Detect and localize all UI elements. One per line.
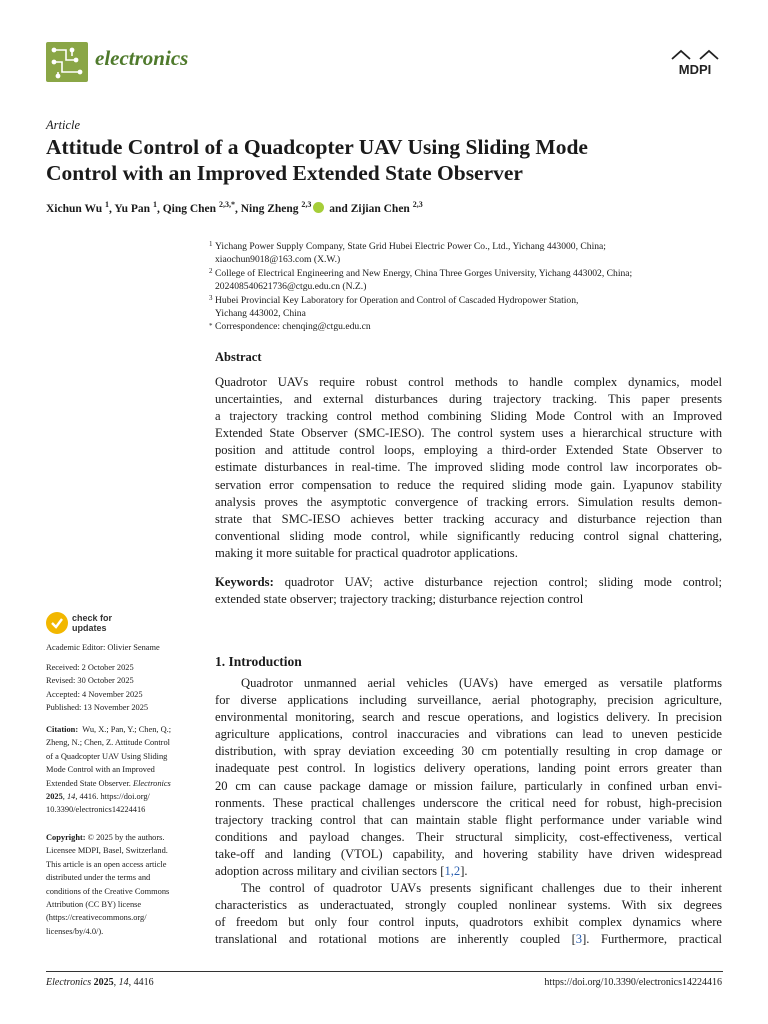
journal-name[interactable]: electronics	[95, 46, 189, 70]
intro-line: agriculture applications, control inaccuracies and vibrations can lead to uneven pesticide	[215, 727, 722, 742]
intro-line: characteristics as underactuated, strongly coupled nonlinear systems. With six degrees	[215, 898, 722, 913]
author-name[interactable]: Yu Pan	[114, 202, 151, 215]
citation-line: of a Quadcopter UAV Using Sliding	[46, 751, 168, 761]
affiliation-line: Yichang Power Supply Company, State Grid Hubei Electric Power Co., Ltd., Yichang 443000, China;	[215, 241, 606, 252]
correspondence-line[interactable]: Correspondence: chenqing@ctgu.edu.cn	[215, 321, 371, 332]
abstract-line: strate that SMC-IESO achieves better tracking accuracy and disturbance rejection than	[215, 511, 722, 526]
copyright-line: © 2025 by the authors.	[87, 833, 165, 842]
affiliation-line[interactable]: 202408540621736@ctgu.edu.cn (N.Z.)	[215, 281, 367, 292]
license-link[interactable]: (https://creativecommons.org/	[46, 913, 147, 923]
introduction-paragraph-1	[215, 675, 722, 880]
correspondence-mark: *	[209, 322, 213, 330]
intro-line: translational and rotational motions are inherently coupled [	[215, 932, 576, 947]
check-updates-icon	[46, 612, 68, 634]
intro-line: 20 cm can cause package damage or mission failure, particularly in confined urban envi-	[215, 778, 722, 793]
intro-line: distribution, with spray deviation exceeding 30 cm potentially resulting in crop damage or	[215, 744, 722, 759]
affiliation-3	[209, 294, 725, 320]
footer-doi-link[interactable]: https://doi.org/10.3390/electronics14224416	[544, 977, 722, 988]
abstract-line: Quadrotor UAVs require robust control methods to handle complex dynamics, model	[215, 375, 722, 389]
introduction-heading: 1. Introduction	[215, 654, 302, 669]
footer-citation: Electronics 2025, 14, 4416	[46, 977, 154, 988]
check-updates-line-2: updates	[72, 623, 107, 633]
abstract-line: uncertainties, and external disturbances during trajectory tracking. This paper presents	[215, 392, 722, 407]
date-revised: Revised: 30 October 2025	[46, 676, 134, 686]
author-name[interactable]: Zijian Chen	[350, 202, 410, 215]
copyright-line: This article is an open access article	[46, 859, 167, 869]
date-published: Published: 13 November 2025	[46, 703, 149, 713]
citation-volume: 14	[66, 792, 76, 802]
intro-line: adoption across military and civilian sectors [	[215, 864, 445, 879]
intro-line: ronments. These practical challenges underscore the critical need for robust, high-precision	[215, 795, 722, 810]
intro-line: take-off and landing (VTOL) capability, and hovering stability have driven widespread	[215, 846, 722, 861]
introduction-paragraph-2	[215, 880, 722, 948]
check-updates-line-1: check for	[72, 613, 113, 623]
abstract-line: position and attitude control loops, employing a third-order Extended State Observer to	[215, 443, 722, 458]
page-title	[46, 134, 736, 186]
license-link[interactable]: licenses/by/4.0/).	[46, 926, 104, 936]
affiliation-number: 3	[209, 294, 213, 302]
abstract-heading: Abstract	[215, 350, 262, 364]
intro-line-end: ]. Furthermore, practical	[582, 932, 722, 947]
footer-article: , 4416	[128, 977, 154, 988]
intro-line: environmental monitoring, search and rescue operations, and logistics delivery. In precision	[215, 710, 722, 725]
author-affil-sup: 2,3,*	[218, 200, 235, 209]
author-list: Xichun Wu $^1$, Yu Pan $^1$, Qing Chen $^{2,3,*}$, Ning Zheng $^{2,3}$ and Zijian Chen $^{2,3}$	[46, 200, 423, 215]
citation-line: Wu, X.; Pan, Y.; Chen, Q.;	[82, 725, 172, 734]
citation-link[interactable]: 1,2	[444, 864, 461, 879]
intro-line: trajectory tracking control that can maintain stable flight performance under variable wind	[215, 812, 722, 827]
title-line-1: Attitude Control of a Quadcopter UAV Using Sliding Mode	[46, 135, 588, 159]
date-accepted: Accepted: 4 November 2025	[46, 689, 143, 699]
keywords	[215, 574, 722, 608]
orcid-icon[interactable]	[313, 202, 324, 213]
keywords-line: extended state observer; trajectory tracking; disturbance rejection control	[215, 592, 584, 607]
author-name[interactable]: Ning Zheng	[240, 202, 299, 215]
footer-year: 2025	[93, 977, 114, 988]
copyright-block	[46, 831, 196, 938]
citation-line: Extended State Observer.	[46, 778, 131, 788]
correspondence	[209, 320, 725, 333]
date-received: Received: 2 October 2025	[46, 663, 134, 672]
citation-label: Citation:	[46, 725, 79, 734]
intro-line: for diverse applications including surveillance, aerial photography, precision agriculture,	[215, 693, 722, 708]
affiliation-line: College of Electrical Engineering and New Energy, China Three Gorges University, Yichang 443002, China;	[215, 268, 633, 279]
intro-line: Quadrotor unmanned aerial vehicles (UAVs) have emerged as versatile platforms	[241, 676, 722, 690]
author-name[interactable]: Qing Chen	[162, 202, 217, 215]
abstract-line: a trajectory tracking control method combining Sliding Mode Control with an Improved	[215, 409, 722, 424]
copyright-line: Attribution (CC BY) license	[46, 900, 142, 910]
abstract-line: servation error compensation to reduce the required sliding mode gain. Lyapunov stability	[215, 477, 722, 492]
citation-line: Mode Control with an Improved	[46, 765, 155, 775]
affiliation-line[interactable]: xiaochun9018@163.com (X.W.)	[215, 254, 341, 265]
copyright-label: Copyright:	[46, 833, 86, 842]
author-affil-sup: 2,3	[412, 200, 423, 209]
title-line-2: Control with an Improved Extended State Observer	[46, 161, 523, 185]
footer-divider	[46, 971, 723, 972]
citation-block: Citation: Wu, X.; Pan, Y.; Chen, Q.; Zheng, N.; Chen, Z. Attitude Control of a Quadcopter UAV Using Sliding Mode Control with an Improved Extended State Observer. Electronics 2025, 14, 4416. https://doi.org/ 10.3390/electronics14224416	[46, 723, 196, 817]
citation-doi[interactable]: 10.3390/electronics14224416	[46, 805, 146, 815]
affiliation-number: 1	[209, 240, 213, 248]
copyright-line: conditions of the Creative Commons	[46, 886, 170, 896]
citation-year: 2025	[46, 792, 63, 802]
author-affil-sup: 2,3	[301, 200, 312, 209]
check-for-updates-button[interactable]	[46, 612, 136, 638]
affiliation-number: 2	[209, 267, 213, 275]
author-affil-sup: 1	[105, 200, 110, 209]
abstract-line: conventional sliding mode control, while significantly reducing control signal chattering,	[215, 528, 722, 543]
author-name[interactable]: Xichun Wu	[46, 202, 103, 215]
footer-volume: 14	[118, 977, 129, 988]
keywords-line: quadrotor UAV; active disturbance rejection control; sliding mode control;	[284, 575, 722, 589]
footer-journal: Electronics	[46, 977, 92, 988]
affiliation-line: Yichang 443002, China	[215, 308, 306, 319]
citation-link[interactable]: 3	[575, 932, 583, 947]
mdpi-logo-text: MDPI	[678, 62, 712, 77]
copyright-line: distributed under the terms and	[46, 873, 151, 883]
citation-journal: Electronics	[132, 778, 171, 788]
mdpi-logo[interactable]	[668, 48, 722, 78]
intro-line-end: ].	[460, 864, 468, 879]
article-type: Article	[46, 118, 81, 132]
copyright-line: Licensee MDPI, Basel, Switzerland.	[46, 846, 168, 856]
abstract-line: estimate disturbances in real-time. The improved sliding mode control law incorporates ob-	[215, 460, 722, 475]
intro-line: The control of quadrotor UAVs presents significant challenges due to their inherent	[241, 881, 722, 895]
publication-dates	[46, 661, 196, 715]
author-affil-sup: 1	[152, 200, 157, 209]
intro-line: conditions and payload changes. Their structural simplicity, cost-effectiveness, vertical	[215, 829, 722, 844]
citation-line: Zheng, N.; Chen, Z. Attitude Control	[46, 738, 170, 748]
intro-line: inadequate pest control. In logistics delivery operations, landing point errors greater than	[215, 761, 722, 776]
abstract-line: analysis proves the asymptotic convergence of tracking errors. Simulation results demon-	[215, 494, 722, 509]
journal-logo-icon	[46, 42, 88, 82]
affiliation-1	[209, 240, 725, 266]
affiliation-line: Hubei Provincial Key Laboratory for Operation and Control of Cascaded Hydropower Station,	[215, 295, 579, 306]
abstract-line: Extended State Observer (SMC-IESO). The control system uses a hierarchical structure with	[215, 426, 722, 441]
abstract-line: making it more suitable for practical quadrotor applications.	[215, 545, 518, 560]
keywords-label: Keywords:	[215, 575, 274, 589]
intro-line: of freedom but only four control inputs, quadrotors exhibit complex dynamics where	[215, 915, 722, 930]
citation-doi-prefix[interactable]: , 4416. https://doi.org/	[75, 792, 150, 802]
abstract-body	[215, 374, 722, 562]
academic-editor: Academic Editor: Olivier Sename	[46, 643, 160, 652]
affiliation-2	[209, 267, 725, 293]
